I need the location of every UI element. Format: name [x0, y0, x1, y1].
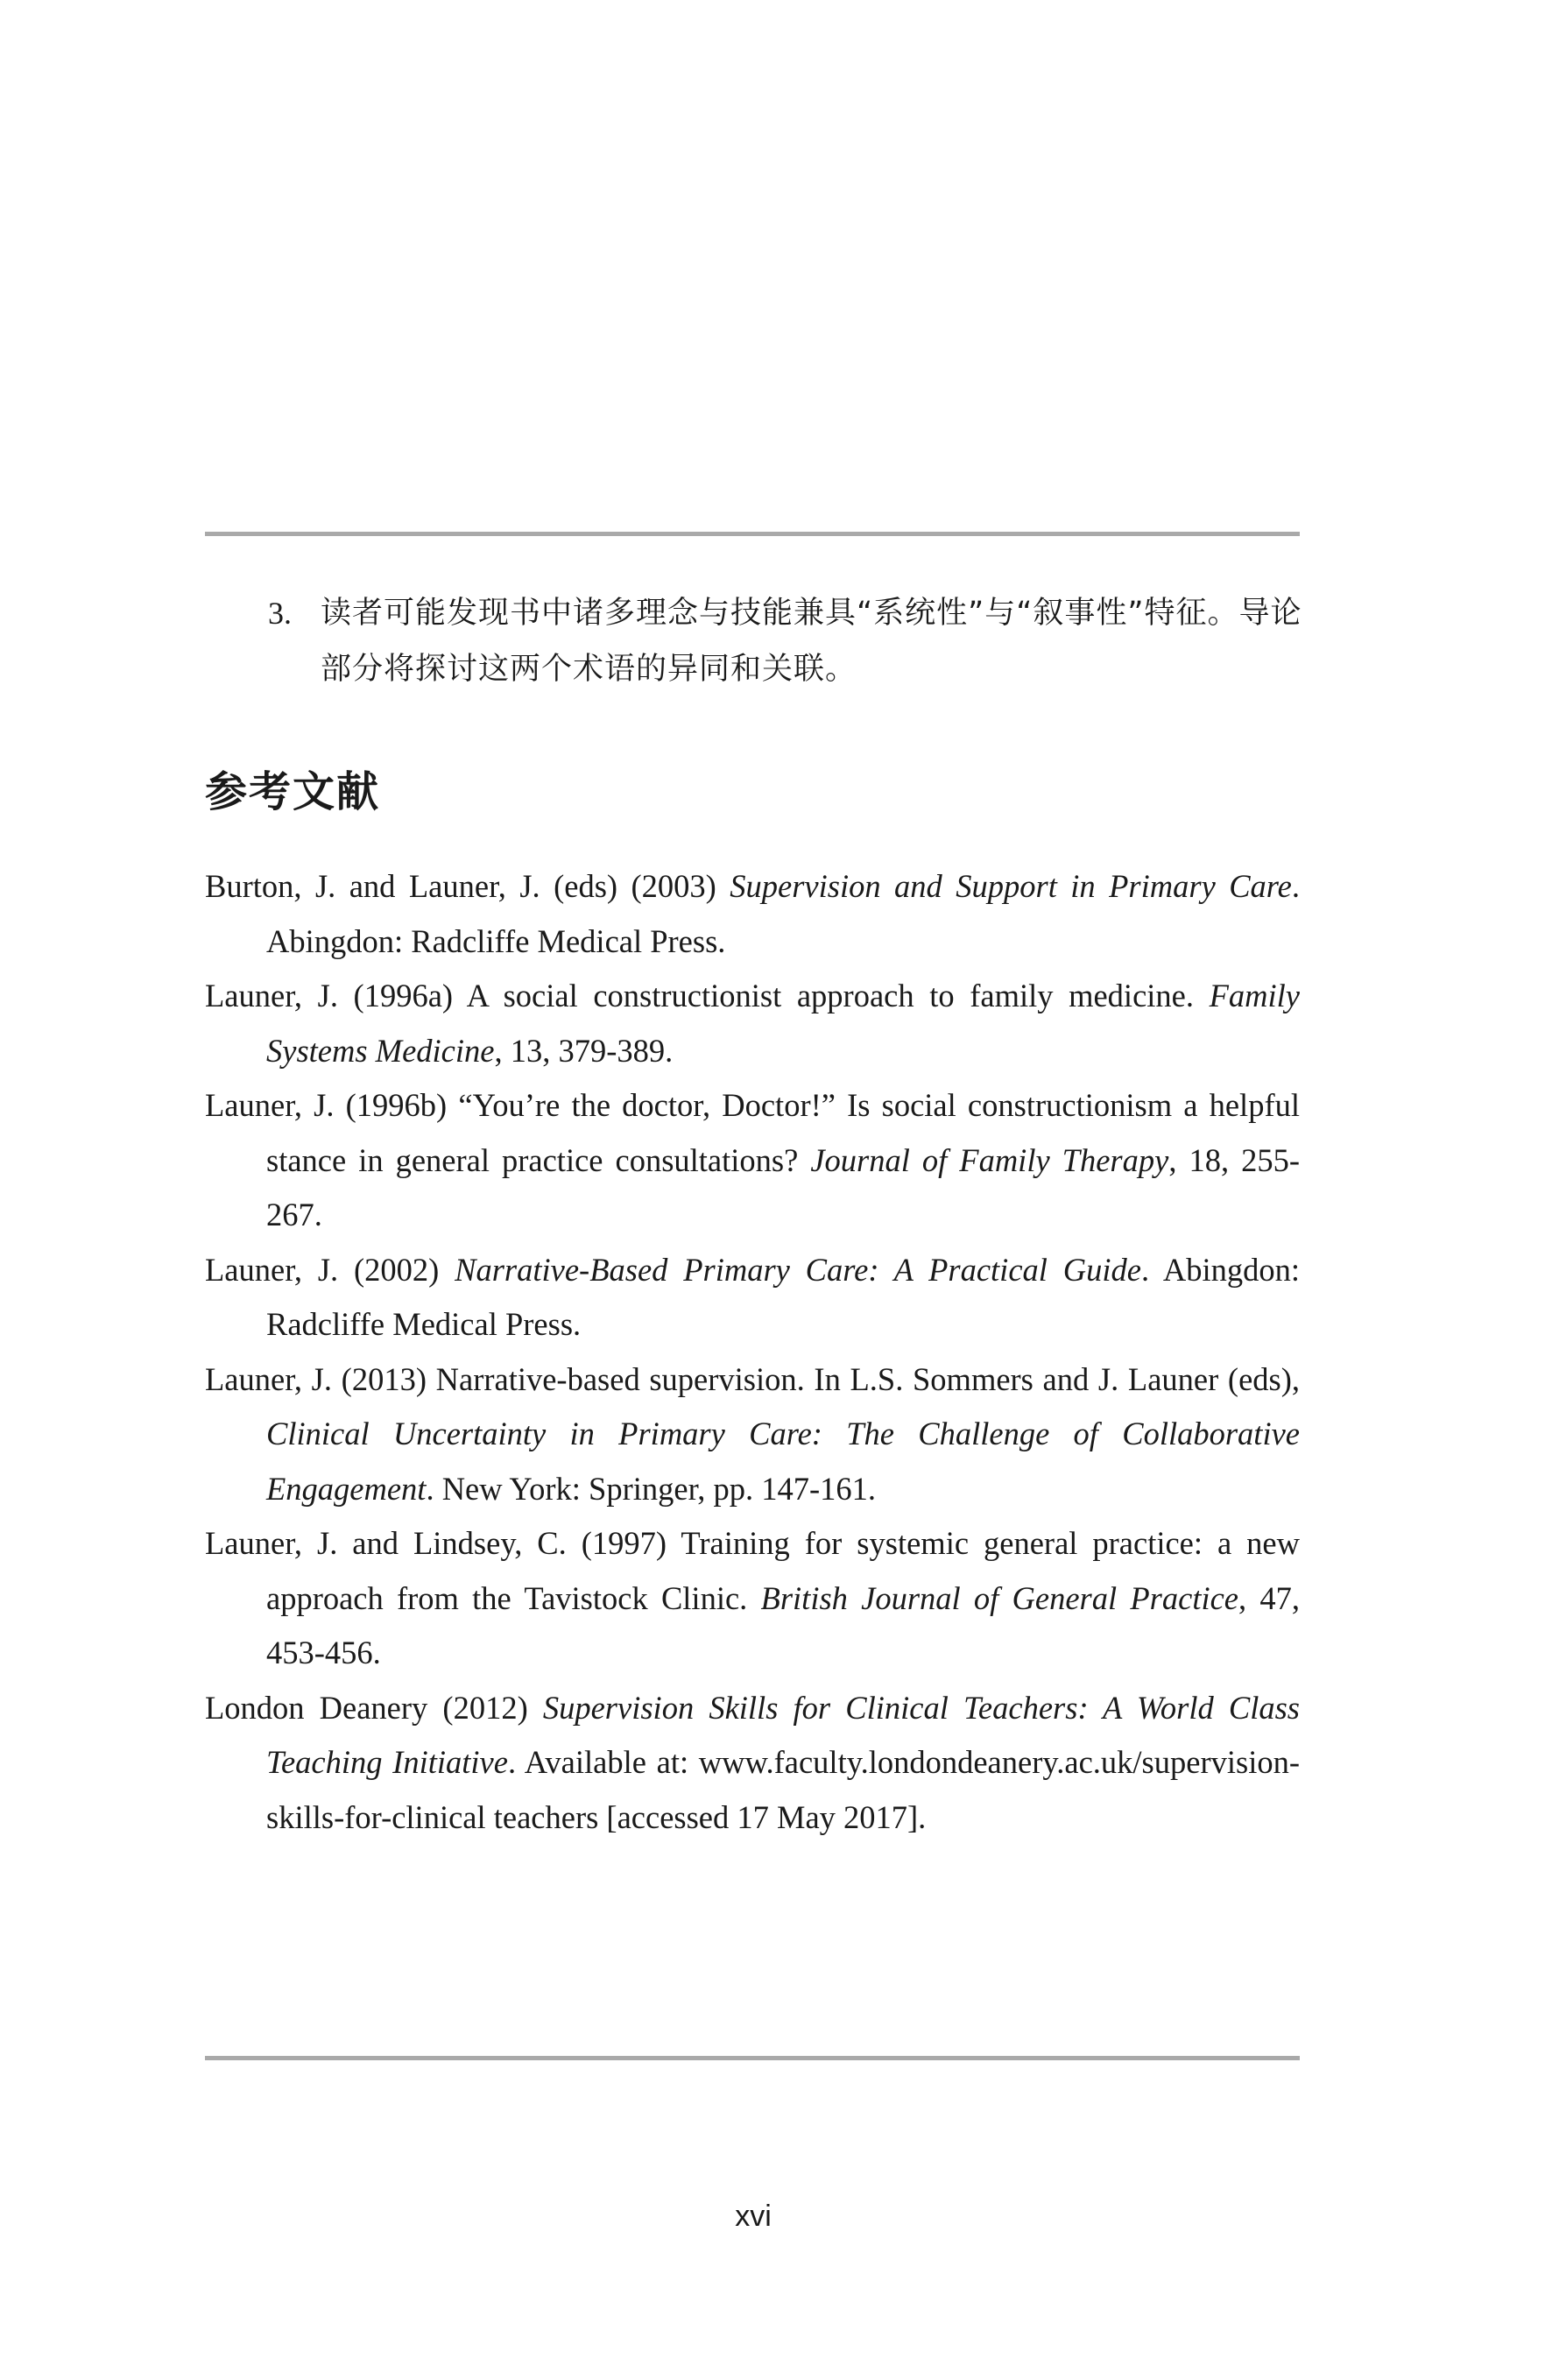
reference-details: . Abingdon: Radcliffe Medical Press.	[266, 1251, 1301, 1342]
reference-title: Family Systems Medicine	[266, 978, 1300, 1069]
reference-title: British Journal of General Practice	[760, 1579, 1239, 1616]
reference-item	[205, 859, 1300, 969]
reference-details: , 18, 255-267.	[266, 1141, 1300, 1232]
reference-authors: Launer, J. and Lindsey, C. (1997) Training for systemic general practice: a new approach from the Tavistock Clinic.	[205, 1525, 1300, 1616]
reference-item	[205, 1681, 1300, 1846]
reference-title: Supervision and Support in Primary Care	[730, 868, 1292, 904]
endnote-number: 3.	[268, 596, 292, 631]
reference-item	[205, 1243, 1300, 1352]
reference-item	[205, 1516, 1300, 1681]
reference-authors: Launer, J. (1996b) “You’re the doctor, Doctor!” Is social constructionism a helpful stance in general practice consultations?	[205, 1087, 1300, 1178]
reference-title: Narrative-Based Primary Care: A Practical Guide	[455, 1251, 1141, 1288]
reference-authors: Launer, J. (1996a) A social constructionist approach to family medicine.	[205, 978, 1210, 1013]
reference-title: Supervision Skills for Clinical Teachers: A World Class Teaching Initiative	[266, 1689, 1300, 1780]
reference-details: , 13, 379-389.	[494, 1032, 674, 1069]
references-list	[205, 859, 1300, 1845]
page-number: xvi	[735, 2200, 772, 2233]
reference-item	[205, 969, 1300, 1078]
reference-details: . Abingdon: Radcliffe Medical Press.	[266, 868, 1300, 959]
reference-authors: London Deanery (2012)	[205, 1689, 543, 1726]
top-divider	[205, 532, 1300, 536]
reference-authors: Launer, J. (2013) Narrative-based supervision. In L.S. Sommers and J. Launer (eds),	[205, 1360, 1300, 1397]
endnote-3	[268, 585, 1319, 697]
references-heading: 参考文献	[205, 767, 381, 816]
reference-details: , 47, 453-456.	[266, 1579, 1300, 1670]
reference-item	[205, 1078, 1300, 1243]
reference-title: Journal of Family Therapy	[810, 1141, 1169, 1178]
reference-authors: Burton, J. and Launer, J. (eds) (2003)	[205, 868, 730, 904]
reference-title: Clinical Uncertainty in Primary Care: The Challenge of Collaborative Engagement	[266, 1416, 1300, 1507]
reference-authors: Launer, J. (2002)	[205, 1251, 455, 1288]
bottom-divider	[205, 2056, 1300, 2060]
reference-details: . Available at: www.faculty.londondeanery.ac.uk/supervision-skills-for-clinical teachers [accessed 17 May 2017].	[266, 1744, 1300, 1835]
reference-details: . New York: Springer, pp. 147-161.	[426, 1470, 877, 1507]
endnote-text: 读者可能发现书中诸多理念与技能兼具“系统性”与“叙事性”特征。导论部分将探讨这两个术语的异同和关联。	[321, 596, 1302, 687]
reference-item	[205, 1352, 1300, 1517]
